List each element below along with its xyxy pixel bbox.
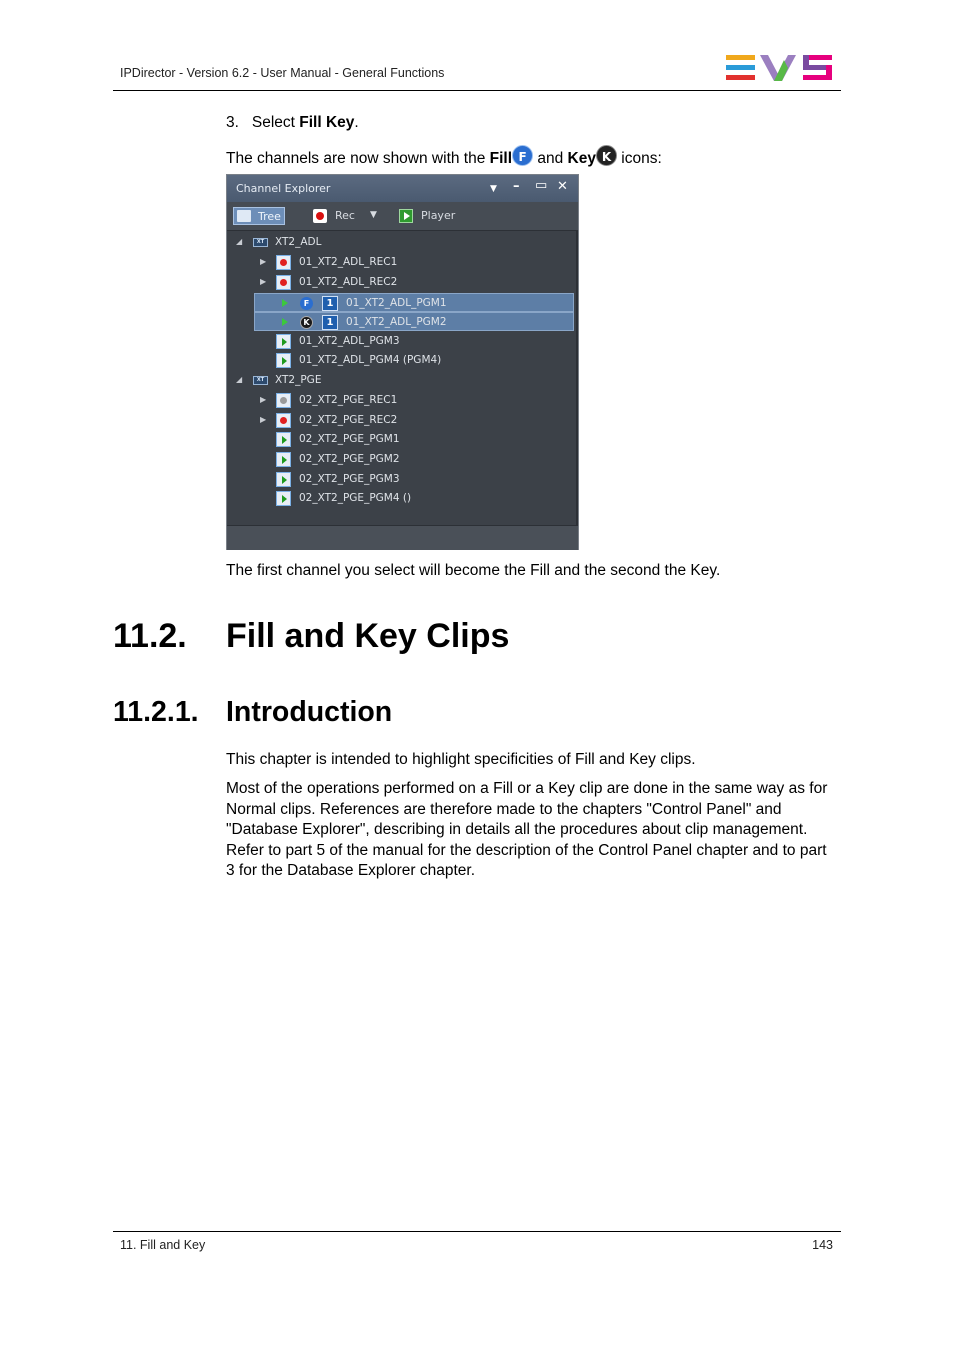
tree-item-channel[interactable] (227, 411, 576, 430)
tree-view-button[interactable] (233, 207, 285, 225)
key-bold: Key (567, 150, 596, 167)
section-number: 11.2. (113, 617, 187, 655)
rec-dropdown-icon[interactable]: ▼ (370, 210, 377, 220)
tree-item-channel[interactable] (227, 430, 576, 449)
step-number: 3. (226, 114, 239, 131)
server-icon: XT (253, 238, 268, 247)
tree-item-label: 01_XT2_ADL_PGM1 (346, 297, 447, 309)
tree-item-label: 01_XT2_ADL_PGM3 (299, 335, 400, 347)
tree-item-label: 02_XT2_PGE_PGM1 (299, 433, 400, 445)
tree-item-channel[interactable] (227, 332, 576, 351)
footer-chapter: 11. Fill and Key (120, 1238, 206, 1252)
tree-item-channel[interactable] (227, 273, 576, 292)
tree-item-label: 01_XT2_ADL_PGM4 (PGM4) (299, 354, 442, 366)
fill-badge-icon: F (300, 297, 313, 310)
intro-paragraph-1: This chapter is intended to highlight specificities of Fill and Key clips. (226, 751, 696, 768)
player-icon (399, 209, 413, 223)
channel-explorer-panel (226, 174, 579, 550)
subsection-title: Introduction (226, 696, 393, 728)
tree-item-channel[interactable] (227, 450, 576, 469)
step-suffix: . (354, 114, 359, 131)
header-rule (113, 90, 841, 91)
tree-item-channel-key[interactable] (254, 312, 574, 331)
tree-server-xt2-adl[interactable] (227, 233, 576, 252)
tree-icon (237, 210, 251, 222)
step-prefix: Select (251, 114, 300, 131)
tree-item-label: 01_XT2_ADL_REC1 (299, 256, 398, 268)
player-state-icon (282, 299, 288, 307)
player-label: Player (421, 209, 456, 222)
tree-item-label: 01_XT2_ADL_REC2 (299, 276, 398, 288)
panel-title: Channel Explorer (236, 182, 331, 195)
collapse-icon[interactable]: ◢ (236, 375, 243, 384)
panel-status-bar (227, 525, 578, 550)
tree-server-xt2-pge[interactable] (227, 371, 576, 390)
tree-item-channel[interactable] (227, 489, 576, 508)
server-icon: XT (253, 376, 268, 385)
collapse-icon[interactable]: ◢ (236, 237, 243, 246)
channel-tree (227, 231, 576, 525)
expand-icon[interactable]: ▶ (260, 395, 267, 404)
tree-item-label: XT2_ADL (275, 236, 322, 248)
tree-item-channel[interactable] (227, 391, 576, 410)
fill-icon-glyph: F (518, 150, 527, 164)
record-icon (313, 209, 327, 223)
player-channel-icon (276, 432, 291, 447)
expand-icon[interactable]: ▶ (260, 277, 267, 286)
tree-item-label: 01_XT2_ADL_PGM2 (346, 316, 447, 328)
section-heading (113, 617, 509, 656)
tree-item-channel[interactable] (227, 253, 576, 272)
tree-item-channel-fill[interactable] (254, 293, 574, 312)
recorder-icon (276, 413, 291, 428)
minimize-icon[interactable]: – (513, 179, 520, 194)
player-channel-icon (276, 353, 291, 368)
subsection-number: 11.2.1. (113, 696, 199, 728)
fill-icon (512, 145, 533, 166)
tree-item-channel[interactable] (227, 351, 576, 370)
recorder-icon (276, 255, 291, 270)
icons-line-and: and (533, 150, 568, 167)
tree-item-label: XT2_PGE (275, 374, 322, 386)
tree-item-channel[interactable] (227, 470, 576, 489)
panel-titlebar (227, 175, 578, 202)
key-icon-glyph: K (601, 150, 612, 164)
icons-line-prefix: The channels are now shown with the (226, 150, 490, 167)
rec-label: Rec (335, 209, 355, 222)
icons-sentence (226, 145, 662, 170)
expand-icon[interactable]: ▶ (260, 257, 267, 266)
recorder-idle-icon (276, 393, 291, 408)
tree-item-label: 02_XT2_PGE_PGM3 (299, 473, 400, 485)
subsection-heading (113, 696, 392, 729)
player-channel-icon (276, 472, 291, 487)
tree-item-label: 02_XT2_PGE_PGM4 () (299, 492, 412, 504)
tree-item-label: 02_XT2_PGE_REC2 (299, 414, 398, 426)
step-bold: Fill Key (299, 114, 355, 131)
section-title: Fill and Key Clips (226, 617, 510, 655)
icons-line-suffix: icons: (616, 150, 662, 167)
evs-logo (726, 54, 834, 82)
player-channel-icon (276, 334, 291, 349)
footer-rule (113, 1231, 841, 1232)
expand-icon[interactable]: ▶ (260, 415, 267, 424)
tree-item-label: 02_XT2_PGE_REC1 (299, 394, 398, 406)
channel-number-badge: 1 (322, 315, 338, 330)
panel-menu-icon[interactable]: ▼ (490, 184, 497, 194)
intro-paragraph-2: Most of the operations performed on a Fill or a Key clip are done in the same way as for Normal clips. References are therefore made to the chapters "Control Panel" and "Database Explorer", describing in details all the procedures about clip management. Refer to part 5 of the manual for the description of the Control Panel chapter and to part 3 for the Database Explorer chapter. (226, 780, 828, 879)
tree-scrollbar[interactable] (576, 231, 578, 525)
player-channel-icon (276, 452, 291, 467)
fill-bold: Fill (489, 150, 513, 167)
channel-number-badge: 1 (322, 296, 338, 311)
page-number: 143 (812, 1238, 833, 1252)
maximize-icon[interactable]: ▭ (535, 178, 548, 193)
panel-toolbar (227, 202, 578, 231)
recorder-icon (276, 275, 291, 290)
header-title: IPDirector - Version 6.2 - User Manual - General Functions (120, 66, 445, 80)
tree-item-label: 02_XT2_PGE_PGM2 (299, 453, 400, 465)
tree-label: Tree (258, 210, 281, 223)
key-badge-icon: K (300, 316, 313, 329)
player-state-icon (282, 318, 288, 326)
close-icon[interactable]: ✕ (557, 179, 568, 194)
player-channel-icon (276, 491, 291, 506)
key-icon (596, 145, 617, 166)
step-3 (226, 113, 359, 134)
note-paragraph: The first channel you select will become the Fill and the second the Key. (226, 562, 721, 579)
